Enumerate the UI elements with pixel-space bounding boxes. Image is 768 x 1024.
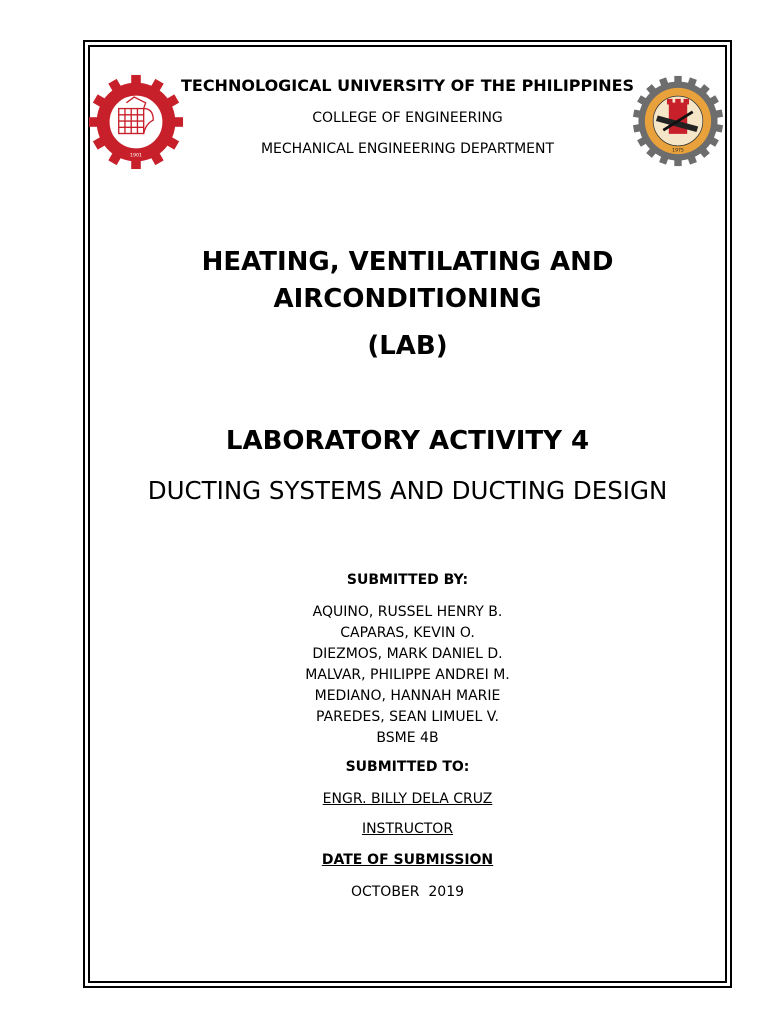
page-border-inner bbox=[88, 45, 727, 983]
college-seal-year: 1975 bbox=[672, 148, 684, 154]
university-name: TECHNOLOGICAL UNIVERSITY OF THE PHILIPPINES bbox=[180, 76, 635, 95]
activity-label: LABORATORY ACTIVITY 4 bbox=[225, 426, 590, 456]
course-title-line1: HEATING, VENTILATING AND bbox=[201, 247, 614, 277]
member-name: AQUINO, RUSSEL HENRY B. bbox=[312, 604, 503, 620]
member-name: DIEZMOS, MARK DANIEL D. bbox=[312, 646, 503, 662]
section-label: BSME 4B bbox=[376, 730, 439, 746]
date-value: OCTOBER 2019 bbox=[350, 884, 465, 900]
college-name: COLLEGE OF ENGINEERING bbox=[312, 110, 503, 126]
member-name: CAPARAS, KEVIN O. bbox=[340, 625, 475, 641]
member-name: PAREDES, SEAN LIMUEL V. bbox=[316, 709, 499, 725]
member-list bbox=[88, 602, 727, 749]
instructor-role: INSTRUCTOR bbox=[361, 821, 454, 837]
tup-seal-year: 1901 bbox=[129, 153, 143, 159]
member-name: MALVAR, PHILIPPE ANDREI M. bbox=[305, 667, 510, 683]
instructor-name: ENGR. BILLY DELA CRUZ bbox=[322, 791, 493, 807]
activity-topic: DUCTING SYSTEMS AND DUCTING DESIGN bbox=[147, 476, 668, 505]
submitted-to-label: SUBMITTED TO: bbox=[345, 759, 470, 775]
course-type: (LAB) bbox=[367, 331, 448, 361]
member-name: MEDIANO, HANNAH MARIE bbox=[314, 688, 501, 704]
course-title-line2: AIRCONDITIONING bbox=[273, 284, 542, 314]
submitted-by-label: SUBMITTED BY: bbox=[346, 572, 469, 588]
course-title bbox=[88, 244, 727, 318]
date-label: DATE OF SUBMISSION bbox=[321, 852, 494, 868]
department-name: MECHANICAL ENGINEERING DEPARTMENT bbox=[260, 141, 555, 157]
